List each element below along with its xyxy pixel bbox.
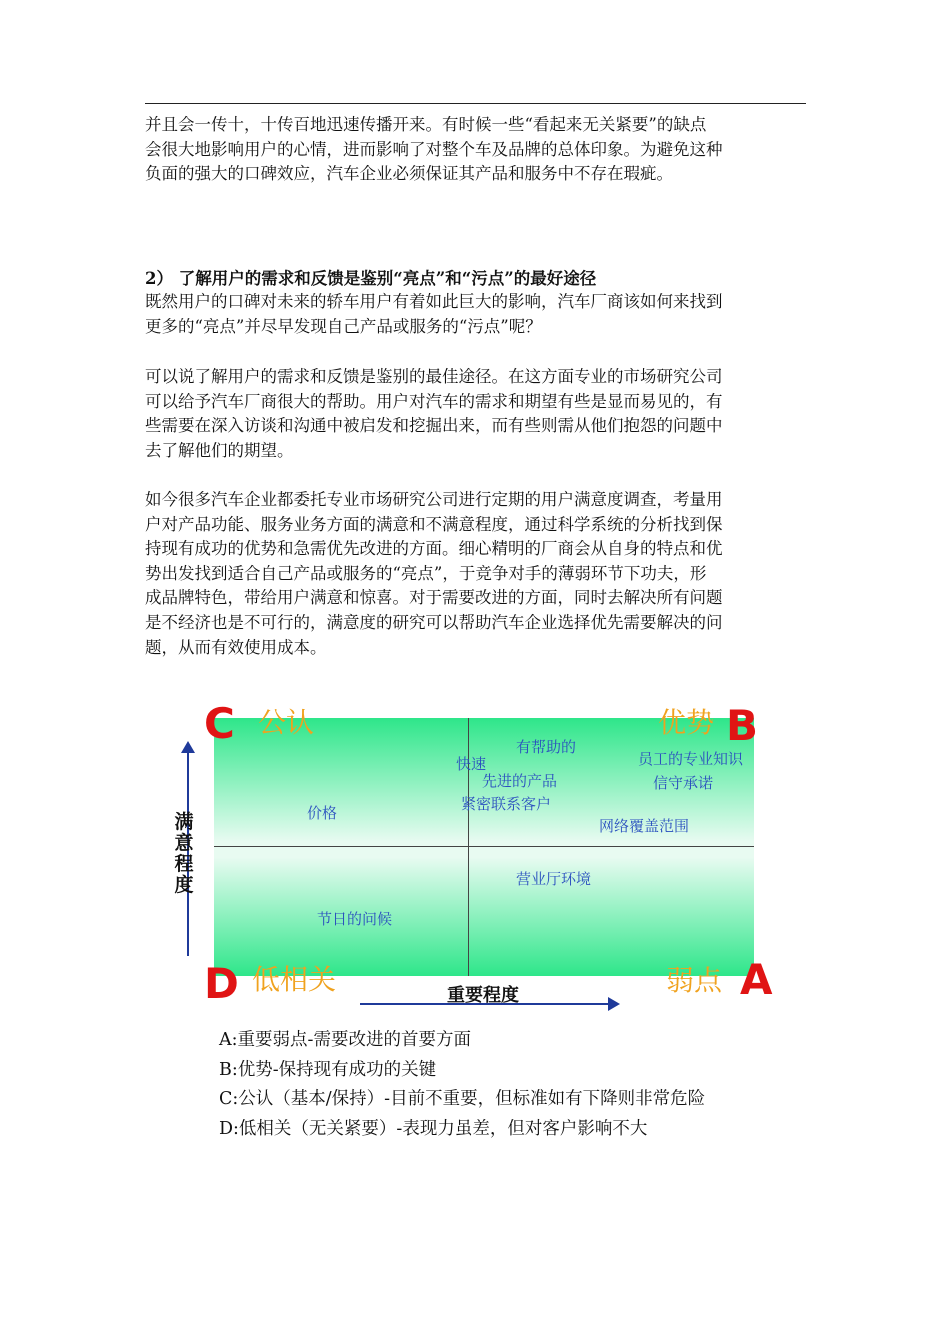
legend-item-a: A:重要弱点-需要改进的首要方面	[219, 1030, 471, 1050]
text-line: 是不经济也是不可行的，满意度的研究可以帮助汽车企业选择优先需要解决的问	[145, 612, 723, 632]
text-line: 并且会一传十，十传百地迅速传播开来。有时候一些“看起来无关紧要”的缺点	[145, 115, 707, 134]
item-hall-environment: 营业厅环境	[516, 870, 592, 888]
text-line: 些需要在深入访谈和沟通中被启发和挖掘出来，而有些则需从他们抱怨的问题中	[145, 416, 723, 436]
matrix-legend	[219, 1026, 705, 1144]
paragraph-word-of-mouth	[145, 113, 809, 187]
corner-label-a: 弱点	[666, 964, 723, 997]
corner-label-b: 优势	[658, 706, 715, 739]
text-line: 持现有成功的优势和急需优先改进的方面。细心精明的厂商会从自身的特点和优	[145, 539, 723, 559]
text-line: 既然用户的口碑对未来的轿车用户有着如此巨大的影响，汽车厂商该如何来找到	[145, 292, 723, 311]
text-line: 可以给予汽车厂商很大的帮助。用户对汽车的需求和期望有些是显而易见的，有	[145, 391, 723, 411]
importance-satisfaction-matrix	[160, 695, 800, 1015]
text-line: 势出发找到适合自己产品或服务的“亮点”，于竞争对手的薄弱环节下功夫，形	[145, 563, 707, 583]
text-line: 可以说了解用户的需求和反馈是鉴别的最佳途径。在这方面专业的市场研究公司	[145, 367, 723, 386]
paragraph-satisfaction-survey	[145, 488, 809, 660]
item-price: 价格	[307, 804, 338, 822]
item-holiday-greeting: 节日的问候	[317, 910, 393, 928]
text-line: 去了解他们的期望。	[145, 440, 294, 460]
header-rule	[145, 103, 806, 104]
text-line: 会很大地影响用户的心情，进而影响了对整个车及品牌的总体印象。为避免这种	[145, 139, 723, 159]
text-line: 如今很多汽车企业都委托专业市场研究公司进行定期的用户满意度调查，考量用	[145, 490, 723, 509]
item-close-contact: 紧密联系客户	[461, 795, 552, 813]
legend-item-b: B:优势-保持现有成功的关键	[219, 1059, 437, 1080]
text-line: 成品牌特色，带给用户满意和惊喜。对于需要改进的方面，同时去解决所有问题	[145, 588, 723, 608]
text-line: 题，从而有效使用成本。	[145, 637, 327, 657]
corner-letter-a: A	[740, 955, 773, 1004]
item-helpful: 有帮助的	[516, 738, 577, 756]
paragraph-best-way	[145, 365, 809, 463]
corner-label-c: 公认	[258, 706, 315, 739]
item-network-coverage: 网络覆盖范围	[599, 817, 690, 835]
corner-label-d: 低相关	[252, 963, 337, 996]
item-advanced-product: 先进的产品	[482, 772, 558, 790]
corner-letter-b: B	[726, 701, 759, 750]
y-axis-label: 满意程度	[174, 811, 194, 896]
item-staff-knowledge: 员工的专业知识	[638, 750, 744, 768]
section-heading: 2） 了解用户的需求和反馈是鉴别“亮点”和“污点”的最好途径	[145, 269, 597, 288]
x-axis-label: 重要程度	[447, 985, 519, 1006]
matrix-horizontal-divider	[214, 846, 754, 847]
legend-item-d: D:低相关（无关紧要）-表现力虽差，但对客户影响不大	[219, 1118, 648, 1139]
text-line: 户对产品功能、服务业务方面的满意和不满意程度，通过科学系统的分析找到保	[145, 514, 723, 534]
paragraph-question	[145, 290, 809, 339]
corner-letter-d: D	[204, 959, 239, 1008]
x-axis-arrow-head	[608, 997, 620, 1011]
item-fast: 快速	[456, 755, 487, 773]
text-line: 负面的强大的口碑效应，汽车企业必须保证其产品和服务中不存在瑕疵。	[145, 164, 673, 184]
corner-letter-c: C	[204, 699, 235, 748]
text-line: 更多的“亮点”并尽早发现自己产品或服务的“污点”呢？	[145, 316, 542, 336]
item-keep-promise: 信守承诺	[653, 774, 714, 792]
legend-item-c: C:公认（基本/保持）-目前不重要，但标准如有下降则非常危险	[219, 1089, 706, 1109]
y-axis-arrow-head	[181, 741, 195, 753]
